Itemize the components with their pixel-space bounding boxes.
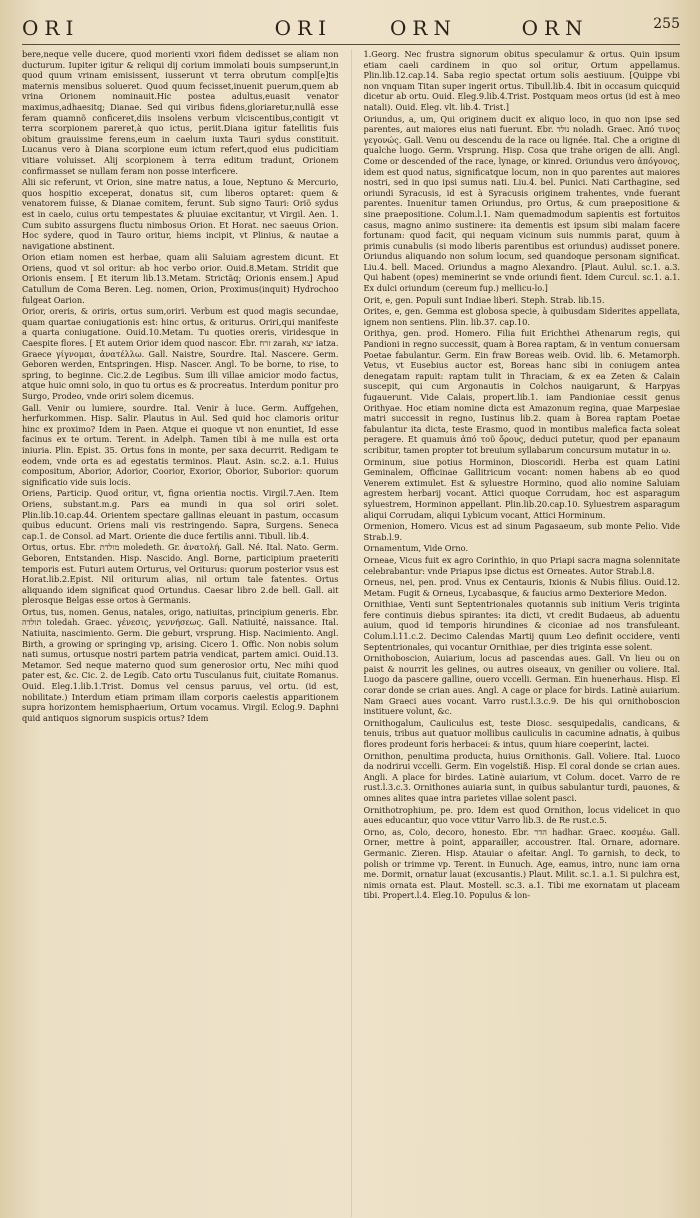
- text-columns: [22, 49, 680, 1217]
- entry-paragraph: Orion etiam nomen est herbae, quam alii Saluiam agrestem dicunt. Et Oriens, quod vt sol oritur: ab hoc verbo orior. Ouid.8.Metam. Stridit que Orionis ensem. [ Et iterum lib.13.Metam. Strictãq; Orionis ensem.] Apud Catullum de Coma Beren. Leg. nomen, Orion, Proximus(inquit) Hydrochoo fulgeat Oarion.: [22, 252, 339, 305]
- column-gutter: [351, 49, 352, 1217]
- entry-paragraph: Orno, as, Colo, decoro, honesto. Ebr. הדר hadhar. Graec. κοσμέω. Gall. Orner, mettre à point, apparailler, accoustrer. Ital. Ornare, adornare. Germanic. Zieren. Hisp. Atauiar o afeitar. Angl. To garnish, to deck, to polish or trimme vp. Terent. in Eunuch. Age, eamus, intro, nunc iam orna me. Dormit, ornatur lauat (excusantis.) Plaut. Milit. sc.1. a.1. Si pulchra est, nimis ornata est. Plaut. Mostell. sc.3. a.1. Tibi me exornatam ut placeam tibi. Propert.l.4. Eleg.10. Populus & lon-: [363, 826, 680, 901]
- header-right-word-2: ORN: [521, 16, 589, 40]
- header-left-word: ORI: [22, 16, 80, 40]
- page-number: 255: [653, 16, 680, 32]
- entry-paragraph: Ortus, tus, nomen. Genus, natales, origo, natiuitas, principium generis. Ebr. תולדה toledah. Graec. γένεσις, γεννήσεως. Gall. Natiuité, naissance. Ital. Natiuita, nascimiento. Germ. Die geburt, vrsprung. Hisp. Nacimiento. Angl. Birth, a growing or springing vp, arising. Cicero 1. Offic. Non nobis solum nati sumus, ortusque nostri partem patria vendicat, partem amici. Ouid.13. Metamor. Sed neque materno quod sum generosior ortu, Nec mihi quod pater est, &c. Cic. 2. de Legib. Cato ortu Tusculanus fuit, ciuitate Romanus. Ouid. Eleg.1.lib.1.Trist. Domus vel census paruus, vel ortu. (id est, nobilitate.) Interdum etiam primam illam corporis caelestis apparitionem supra horizontem hemisphaerium, Ortum vocamus. Virgil. Eclog.9. Daphni quid antiquos signorum suspicis ortus? Idem: [22, 606, 339, 723]
- entry-paragraph: Oriens, Particip. Quod oritur, vt, figna orientia noctis. Virgil.7.Aen. Item Oriens, substant.m.g. Pars ea mundi in qua sol oriri solet. Plin.lib.10.cap.44. Orientem spectare gallinas eleuant in pastum, occasum quibus educunt. Oriens mali vis restringendo. Sapra, Surgens. Seneca cap.1. de Consol. ad Mart. Oriente die duce fertilis anni. Tibull. lib.4.: [22, 488, 339, 541]
- entry-paragraph: Oriundus, a, um, Qui originem ducit ex aliquo loco, in quo non ipse sed parentes, aut maiores eius nati fuerunt. Ebr. נולד noladh. Graec. Ἀπό τινος γεγονώς. Gall. Venu ou descendu de la race ou lignée. Ital. Che a origine di qualche luogo. Germ. Vrsprung. Hisp. Cosa que trahe origen de alli. Angl. Come or descended of the race, lynage, or kinred. Oriundus vero ἀπόγονος, idem est quod natus, significatque locum, non in quo parentes aut maiores nostri, sed in quo ipsi sumus nati. Liu.4. bel. Punici. Nati Carthagine, sed oriundi Syracusis, id est à Syracusis originem trahentes, vnde fuerant parentes. Inuenitur tamen Oriundus, pro Ortus, & cum praepositione & sine praepositione. Colum.l.1. Nam quemadmodum sapientis est fortuitos casus, magno animo sustinere: ita dementis est ipsum sibi malam facere fortunam: quod facit, qui nequam vicinum suis nummis parat, quum à primis cunabulis (si modo liberis parentibus est oriundus) audisset ponere. Oriundus aliquando non solum locum, sed quandoque personam significat. Liu.4. bell. Maced. Oriundus a magno Alexandro. [Plaut. Aulul. sc.1. a.3. Qui habent (opes) meminerint se vnde oriundi fient. Idem Curcul. sc.1. a.1. Ex dulci oriundum (cereum fup.) mellicu-lo.]: [363, 113, 680, 294]
- entry-paragraph: Gall. Venir ou lumiere, sourdre. Ital. Venir à luce. Germ. Auffgehen, herfurkommen. Hisp. Salir. Plautus in Aul. Sed quid hoc clamoris oritur hinc ex proximo? Idem in Paen. Atque ei quoque vt non enuntiet, Id esse facinus ex te ortum. Terent. in Adelph. Tamen tibi à me nulla est orta iniuria. Plin. Epist. 35. Ortus fons in monte, per saxa decurrit. Redigam te eodem, vnde orta es ad egestatis terminos. Plaut. Asin. sc.2. a.1. Huius compositum, Aborior, Adorior, Coorior, Exorior, Oborior, Suborior: quorum significatio vide suis locis.: [22, 402, 339, 487]
- right-column: [364, 49, 681, 1217]
- header-right-word: ORN: [390, 16, 457, 40]
- entry-paragraph: Orminum, siue potius Horminon, Dioscoridi. Herba est quam Latini Geminalem, Officinae Gallitricum vocant: nomen habens ab eo quod Venerem extimulet. Est & syluestre Hormino, quod alio nomine Saluiam agrestem herbarij vocant. Attici quoque Corrudam, hoc est asparagum syluestrem, Horminon appellant. Plin.lib.20.cap.10. Syluestrem asparagum aliqui Corrudam, aliqui Lybicum vocant, Attici Horminum.: [363, 456, 680, 520]
- header-left-word-2: ORI: [274, 16, 332, 40]
- entry-paragraph: 1.Georg. Nec frustra signorum obitus speculamur & ortus. Quin ipsum etiam caeli cardinem in quo sol oritur, Ortum appellamus. Plin.lib.12.cap.14. Saba regio spectat ortum solis aestiuum. [Quippe vbi non vnquam Titan super ingerit ortus. Tibull.lib.4. Ibit in occasum quicquid dicetur ab ortu. Ouid. Eleg.9.lib.4.Trist. Postquam meos ortus (id est à meo natali). Ouid. Eleg. vlt. lib.4. Trist.]: [363, 49, 680, 112]
- entry-paragraph: Orneae, Vicus fuit ex agro Corinthio, in quo Priapi sacra magna solennitate celebrabantur: vnde Priapus ipse dictus est Orneates. Autor Strab.l.8.: [363, 554, 680, 576]
- entry-paragraph: Orithya, gen. prod. Homero. Filia fuit Erichthei Athenarum regis, qui Pandioni in regno successit, quam à Borea raptam, & in ventum conuersam Poetae fabulantur. Germ. Ein fraw Boreas weib. Ovid. lib. 6. Metamorph. Vetus, vt Eusebius auctor est, Boreas hanc sibi in coniugem antea denegatam rapuit: raptam tulit in Thraciam, & ex ea Zeten & Calain suscepit, qui cum Argonautis in Colchos nauigarunt, & Harpyas fugauerunt. Vide Calais, propert.lib.1. iam Pandioniae cessit genus Orithyae. Hoc etiam nomine dicta est Amazonum regina, quae Marpesiae matri successit in regno, Iustinus lib.2. quam à Borea raptam Poetae fabulantur ita dicta, teste Erasmo, quod in montibus malefica facta soleat peragere. Et quamuis ἀπό τοῦ ὄρους, deduci putetur, quod per epanaum scribitur, tamen propter tot breuium syllabarum concursum mutatur in ω.: [363, 328, 680, 455]
- entry-paragraph: Ornithoboscion, Auiarium, locus ad pascendas aues. Gall. Vn lieu ou on paist & nourrit les gelines, ou autres oiseaux, vn genilier ou voliere. Ital. Luogo da pascere galline, ouero vccelli. German. Ein huenerhaus. Hisp. El corar donde se crian aues. Angl. A cage or place for birds. Latinè auiarium. Nam Graeci aues vocant. Varro rust.l.3.c.9. De his qui ornithoboscion instituere volunt, &c.: [363, 653, 680, 717]
- entry-paragraph: Orneus, nei, pen. prod. Vnus ex Centauris, Ixionis & Nubis filius. Ouid.12. Metam. Fugit & Orneus, Lycabasque, & faucius armo Dexteriore Medon.: [363, 577, 680, 598]
- header-left: [22, 16, 350, 40]
- entry-paragraph: Ornithiae, Venti sunt Septentrionales quotannis sub initium Veris triginta fere continuis diebus spirantes: ita dicti, vt credit Budaeus, ab aduentu auium, quod id temporis hirundines & ciconiae ad nos transfuleant. Colum.l.11.c.2. Decimo Calendas Martij quum Leo definit occidere, venti Septentrionales, qui vocantur Ornithiae, per dies triginta esse solent.: [363, 599, 680, 652]
- header-right: [350, 16, 680, 40]
- entry-paragraph: Orit, e, gen. Populi sunt Indiae liberi. Steph. Strab. lib.15.: [363, 294, 605, 305]
- entry-paragraph: bere,neque velle ducere, quod morienti vxori fidem dedisset se aliam non ducturum. Iupiter igitur & reliqui dij corium immolati bouis sumpserunt,in quod quum vrinam emisissent, iusserunt vt terra obrutum compl[e]tis maternis mensibus solueret. Quod quum fecisset,inuenit puerum,quem ab vrina Orionem nominauit.Hic postea adultus,euasit venator maximus,adhaesitq; Dianae. Sed qui viribus fidens,gloriaretur,nullã esse feram quamnõ conficeret,diis insolens verbum vlciscentibus,contigit vt terra scorpionem pareret,à quo ictus, periit.Diana igitur fatellitis fuis obitum grauissime ferens,eum in caelum iuxta Tauri sydus constituit. Lucanus vero à Diana scorpione eum ictum refert,quod eius pudicitiam vitiare voluisset. Alij scorpionem à terra editum tradunt, Orionem confirmasset se nullam feram non posse interficere.: [22, 49, 339, 176]
- entry-paragraph: Ornithogalum, Cauliculus est, teste Diosc. sesquipedalis, candicans, & tenuis, tribus aut quatuor mollibus cauliculis in cacumine adnatis, à quibus flores prodeunt foris herbacei: & intus, quum hiare coeperint, lactei.: [363, 717, 680, 749]
- entry-paragraph: Alii sic referunt, vt Orion, sine matre natus, a Ioue, Neptuno & Mercurio, quos hospitio exceperat, donatus sit, cum liberos optaret: quem & venatorem fuisse, & Dianae comitem, ferunt. Sub signo Tauri: Oriõ sydus est in caelo, cuius ortu tempestates & pluuiae excitantur, vt Virgil. Aen. 1. Cum subito assurgens fluctu nimbosus Orion. Et Horat. nec saeuus Orion. Hoc sydere, quod in Tauro oritur, hiems incipit, vt Plinius, & nautae a navigatione abstinent.: [22, 177, 339, 251]
- entry-paragraph: Ornithon, penultima producta, huius Ornithonis. Gall. Voliere. Ital. Luoco da nodrirui vccelli. Germ. Ein vogelstiß. Hisp. El coral donde se crian aues. Angli. A place for birdes. Latinè auiarium, vt Colum. docet. Varro de re rust.l.3.c.3. Ornithones auiaria sunt, in quibus sabulantur turdi, pauones, & omnes alites quae intra parietes villae solent pasci.: [363, 750, 680, 803]
- running-header: [22, 16, 680, 42]
- header-rule: [22, 44, 680, 45]
- entry-paragraph: Orior, oreris, & oriris, ortus sum,oriri. Verbum est quod magis secundae, quam quartae coniugationis est: hinc ortus, & oriturus. Oriri,qui manifeste a quarta coniugatione. Ouid.10.Metam. Tu quoties oreris, viridesque in Caespite flores. [ Et autem Orior idem quod nascor. Ebr. זרח zarah, יצא iatza. Graece γίγνομαι, ἀνατέλλω. Gall. Naistre, Sourdre. Ital. Nascere. Germ. Geboren werden, Entspringen. Hisp. Nascer. Angl. To be borne, to rise, to spring, to beginne. Cic.2.de Legibus. Sum illi villae amicior modo factus, atque huic omni solo, in quo tu ortus es & procreatus. Interdum ponitur pro Surgo, Prodeo, vnde oriri solem dicemus.: [22, 306, 339, 401]
- entry-paragraph: Ortus, ortus. Ebr. מולדת moledeth. Gr. ἀνατολή. Gall. Né. Ital. Nato. Germ. Geboren, Entstanden. Hisp. Nascido. Angl. Borne, participium praeteriti temporis est. Futuri autem Orturus, vel Oriturus: quorum posterior vsus est Horat.lib.2.Epist. Nil oriturum alias, nil ortum tale fatentes. Ortus aliquando idem significat quod Ortundus. Caesar libro 2.de bell. Gall. ait plerosque Belgas esse ortos à Germanis.: [22, 542, 339, 606]
- left-column: [22, 49, 339, 1217]
- entry-paragraph: Ornithotrophium, pe. pro. Idem est quod Ornithon, locus videlicet in quo aues educantur, quo voce vtitur Varro lib.3. de Re rust.c.5.: [363, 804, 680, 826]
- entry-paragraph: Ornamentum, Vide Orno.: [363, 543, 469, 554]
- entry-paragraph: Orites, e, gen. Gemma est globosa specie, à quibusdam Siderites appellata, ignem non sentiens. Plin. lib.37. cap.10.: [363, 306, 680, 327]
- entry-paragraph: Ormenion, Homero. Vicus est ad sinum Pagasaeum, sub monte Pelio. Vide Strab.l.9.: [363, 521, 680, 542]
